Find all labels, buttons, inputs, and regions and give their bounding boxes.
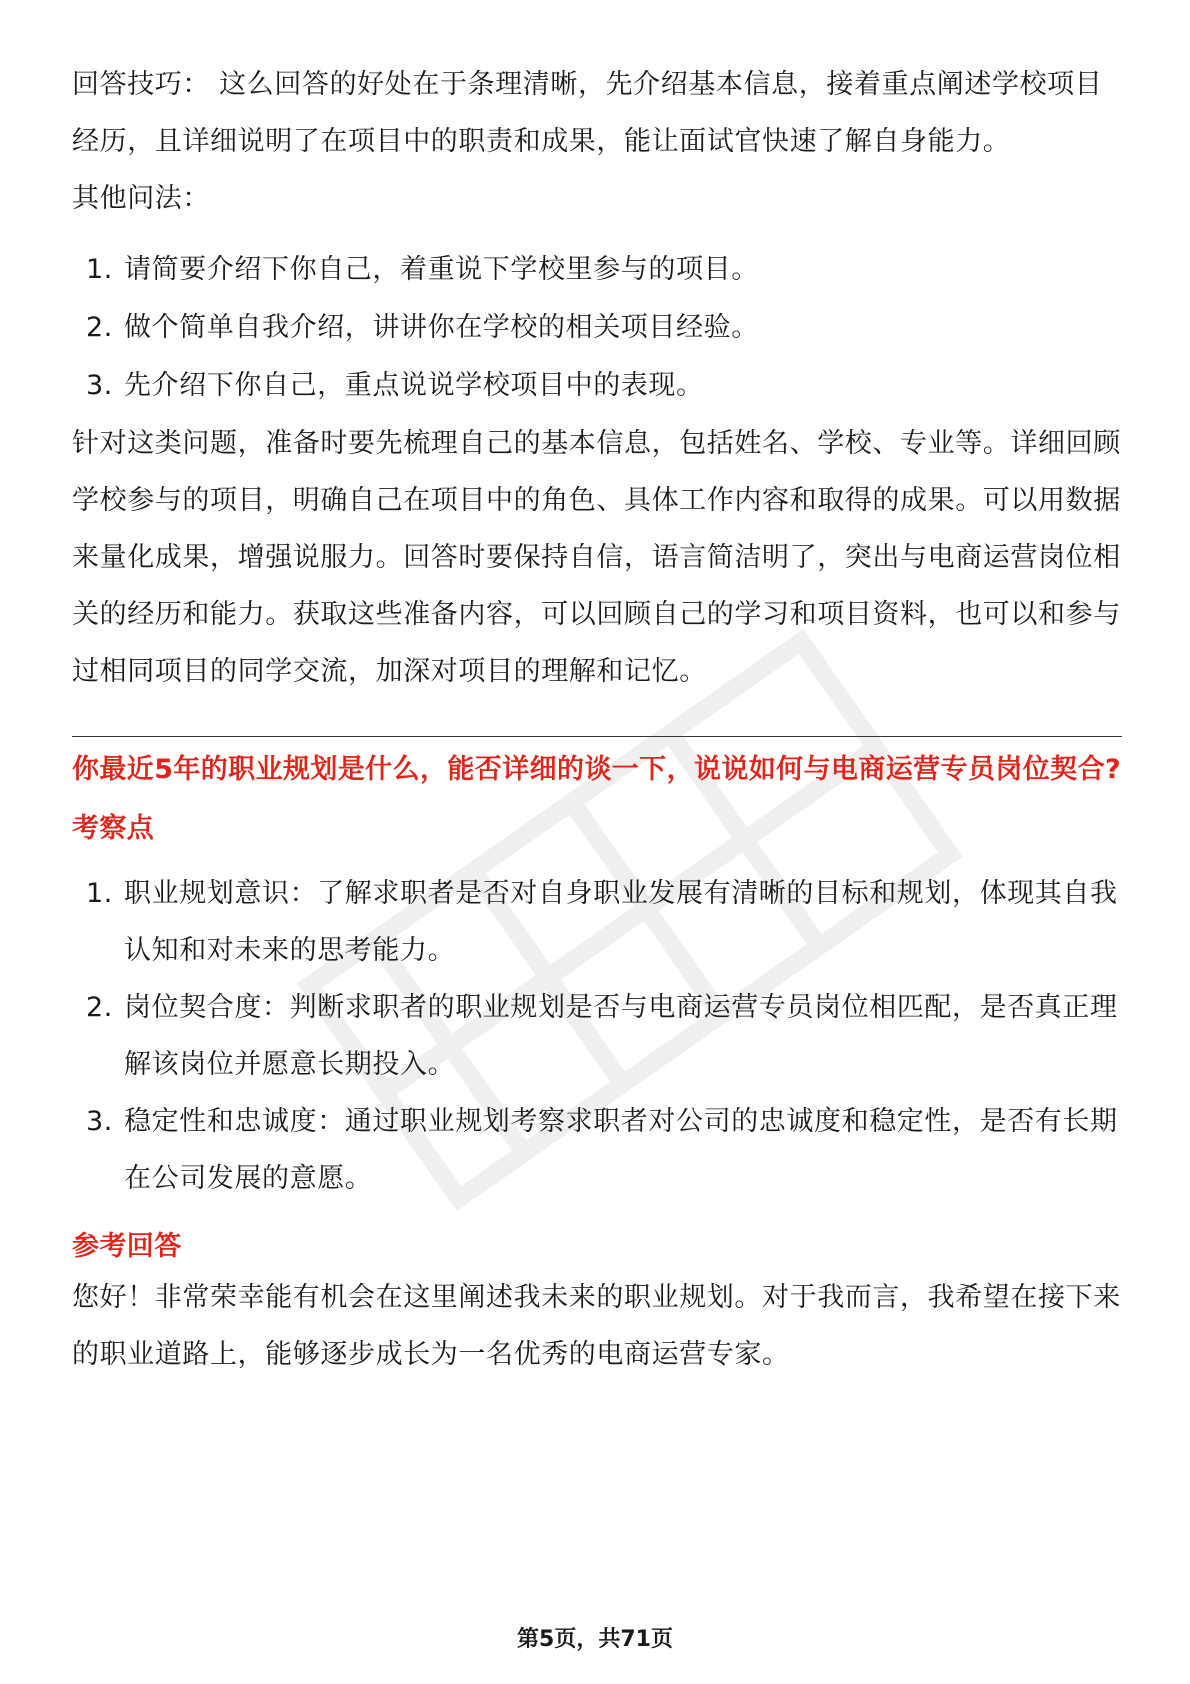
list-item (72, 241, 1122, 298)
question-title: 你最近5年的职业规划是什么，能否详细的谈一下，说说如何与电商运营专员岗位契合? (72, 754, 1122, 785)
list-number: 2. (86, 312, 113, 343)
answer-tip: 回答技巧： 这么回答的好处在于条理清晰，先介绍基本信息，接着重点阐述学校项目经历，且详细说明了在项目中的职责和成果，能让面试官快速了解自身能力。 (72, 69, 1103, 157)
list-number: 3. (86, 370, 113, 401)
list-item-text: 岗位契合度：判断求职者的职业规划是否与电商运营专员岗位相匹配，是否真正理解该岗位并愿意长期投入。 (124, 992, 1118, 1080)
main-content (72, 56, 1122, 1383)
list-item-text: 做个简单自我介绍，讲讲你在学校的相关项目经验。 (124, 312, 759, 343)
focus-points-list (72, 865, 1122, 1207)
list-item-text: 先介绍下你自己，重点说说学校项目中的表现。 (124, 370, 704, 401)
list-number: 1. (86, 878, 113, 909)
reference-answer-text: 您好！非常荣幸能有机会在这里阐述我未来的职业规划。对于我而言，我希望在接下来的职业道路上，能够逐步成长为一名优秀的电商运营专家。 (72, 1282, 1121, 1370)
other-questions-label: 其他问法： (72, 183, 210, 214)
list-item (72, 979, 1122, 1093)
list-item (72, 299, 1122, 356)
focus-points-heading: 考察点 (72, 813, 155, 844)
other-questions-list (72, 241, 1122, 414)
list-number: 2. (86, 992, 113, 1023)
reference-answer-heading: 参考回答 (72, 1231, 182, 1262)
page-footer: 第5页，共71页 (517, 1627, 673, 1652)
list-item (72, 865, 1122, 979)
list-item-text: 稳定性和忠诚度：通过职业规划考察求职者对公司的忠诚度和稳定性，是否有长期在公司发展的意愿。 (124, 1106, 1118, 1194)
list-number: 1. (86, 254, 113, 285)
list-item (72, 357, 1122, 414)
preparation-advice: 针对这类问题，准备时要先梳理自己的基本信息，包括姓名、学校、专业等。详细回顾学校参与的项目，明确自己在项目中的角色、具体工作内容和取得的成果。可以用数据来量化成果，增强说服力。回答时要保持自信，语言简洁明了，突出与电商运营岗位相关的经历和能力。获取这些准备内容，可以回顾自己的学习和项目资料，也可以和参与过相同项目的同学交流，加深对项目的理解和记忆。 (72, 428, 1121, 687)
list-item-text: 请简要介绍下你自己，着重说下学校里参与的项目。 (124, 254, 759, 285)
list-item-text: 职业规划意识：了解求职者是否对自身职业发展有清晰的目标和规划，体现其自我认知和对未来的思考能力。 (124, 878, 1118, 966)
section-divider (72, 736, 1122, 737)
list-number: 3. (86, 1106, 113, 1137)
list-item (72, 1093, 1122, 1207)
